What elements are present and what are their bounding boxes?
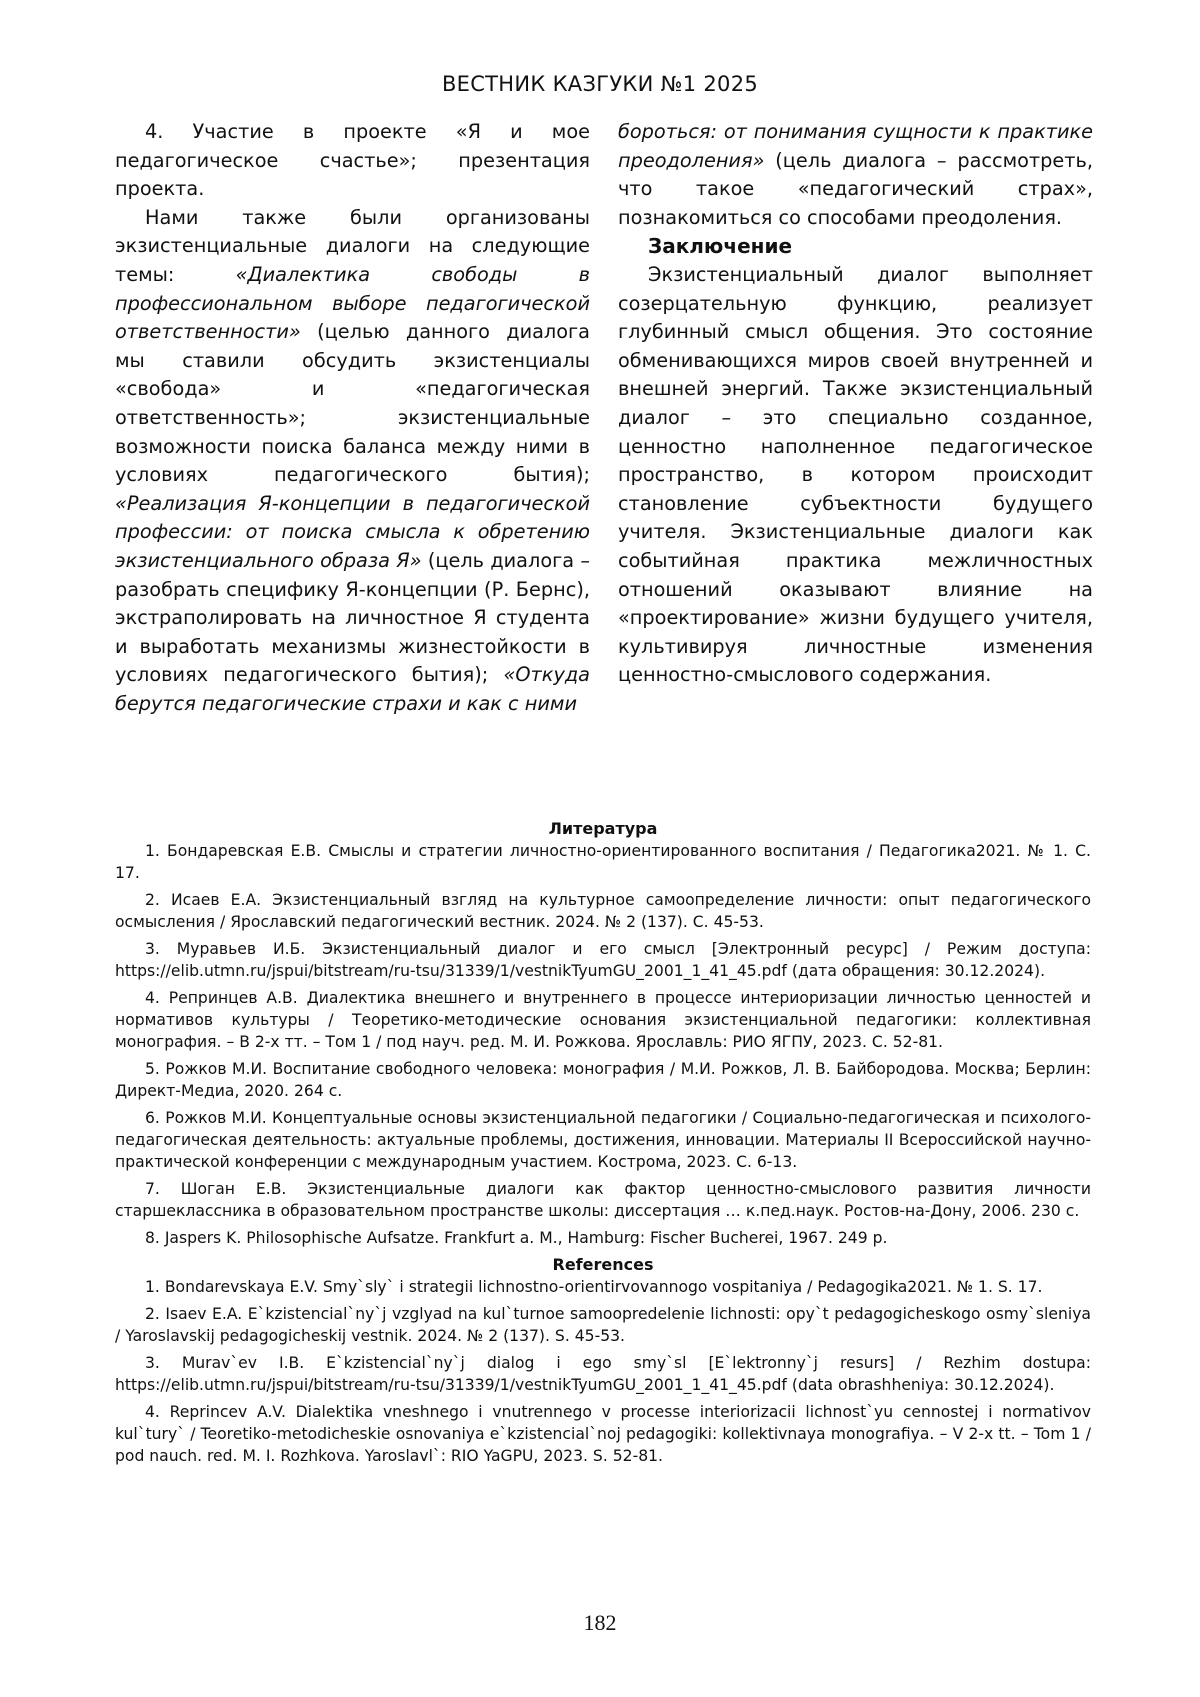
dialogue-desc-1: (целью данного диалога мы ставили обсудить экзистенциалы «свобода» и «педагогическая ответственность»; экзистенциальные возможности поиска баланса между ними в условиях педагогического бытия); [115, 320, 590, 487]
dialogues-intro: Нами также были организованы экзистенциальные диалоги на следующие темы: [115, 205, 590, 286]
paragraph-participation: 4. Участие в проекте «Я и мое педагогическое счастье»; презентация проекта. [115, 120, 590, 201]
right-column [618, 118, 1093, 690]
paragraph-conclusion: Экзистенциальный диалог выполняет созерцательную функцию, реализует глубинный смысл общения. Это состояние обменивающихся миров своей внутренней и внешней энергий. Также экзистенциальный диалог – это специально созданное, ценностно наполненное педагогическое пространство, в котором происходит становление субъектности будущего учителя. Экзистенциальные диалоги как событийная практика межличностных отношений оказывают влияние на «проектирование» жизни будущего учителя, культивируя личностные изменения ценностно-смыслового содержания. [618, 262, 1093, 687]
running-header: ВЕСТНИК КАЗГУКИ №1 2025 [441, 72, 759, 96]
dialogue-title-3-end: бороться: от понимания сущности к практике преодоления» [618, 120, 1093, 172]
page-number: 182 [583, 1610, 617, 1635]
dialogue-title-1: «Диалектика свободы в профессиональном выборе педагогической ответственности» [115, 262, 590, 344]
reference-item: 4. Reprincev A.V. Dialektika vneshnego i vnutrennego v processe interiorizacii lichnost`yu cennostej i normativov kul`tury` / Teoretiko-metodicheskie osnovaniya e`kzistencial`noj pedagogiki: kollektivnaya monografiya. – V 2-x tt. – Tom 1 / pod nauch. red. M. I. Rozhkova. Yaroslavl`: RIO YaGPU, 2023. S. 52-81. [115, 1403, 1091, 1465]
paragraph-dialogues [115, 204, 590, 719]
literature-item: 2. Исаев Е.А. Экзистенциальный взгляд на культурное самоопределение личности: опыт педагогического осмысления / Ярославский педагогический вестник. 2024. № 2 (137). С. 45-53. [115, 891, 1091, 931]
conclusion-heading: Заключение [648, 234, 793, 259]
literature-item: 8. Jaspers K. Philosophische Aufsatze. Frankfurt a. M., Hamburg: Fischer Bucherei, 1967. 249 p. [145, 1229, 888, 1247]
reference-item: 1. Bondarevskaya E.V. Smy`sly` i strategii lichnostno-orientirvovannogo vospitaniya / Pedagogika2021. № 1. S. 17. [145, 1278, 1043, 1296]
dialogue-title-2: «Реализация Я-концепции в педагогической профессии: от поиска смысла к обретению экзистенциального образа Я» [115, 491, 590, 572]
literature-heading: Литература [548, 819, 658, 838]
left-column [115, 118, 590, 718]
bibliography [115, 818, 1091, 1472]
literature-item: 1. Бондаревская Е.В. Смыслы и стратегии личностно-ориентированного воспитания / Педагогика2021. № 1. С. 17. [115, 842, 1091, 882]
literature-item: 3. Муравьев И.Б. Экзистенциальный диалог и его смысл [Электронный ресурс] / Режим доступа: https://elib.utmn.ru/jspui/bitstream/ru-tsu/31339/1/vestnikTyumGU_2001_1_41_45.pdf (дата обращения: 30.12.2024). [115, 940, 1091, 980]
reference-item: 2. Isaev E.A. E`kzistencial`ny`j vzglyad na kul`turnoe samoopredelenie lichnosti: opy`t pedagogicheskogo osmy`sleniya / Yaroslavskij pedagogicheskij vestnik. 2024. № 2 (137). S. 45-53. [115, 1305, 1091, 1345]
dialogue-title-3-start: «Откуда берутся педагогические страхи и как с ними [115, 663, 590, 715]
literature-item: 6. Рожков М.И. Концептуальные основы экзистенциальной педагогики / Социально-педагогическая и психолого-педагогическая деятельность: актуальные проблемы, достижения, инновации. Материалы II Всероссийской научно-практической конференции с международным участием. Кострома, 2023. С. 6-13. [115, 1109, 1091, 1171]
dialogue-desc-2: (цель диалога – разобрать специфику Я-концепции (Р. Бернс), экстраполировать на личностное Я студента и выработать механизмы жизнестойкости в условиях педагогического бытия); [115, 548, 590, 687]
reference-item: 3. Murav`ev I.B. E`kzistencial`ny`j dialog i ego smy`sl [E`lektronny`j resurs] / Rezhim dostupa: https://elib.utmn.ru/jspui/bitstream/ru-tsu/31339/1/vestnikTyumGU_2001_1_41_45.pdf (data obrashheniya: 30.12.2024). [115, 1354, 1091, 1394]
dialogue-desc-3: (цель диалога – рассмотреть, что такое «педагогический страх», познакомиться со способами преодоления. [618, 148, 1093, 229]
paragraph-continuation [618, 118, 1093, 232]
literature-item: 7. Шоган Е.В. Экзистенциальные диалоги как фактор ценностно-смыслового развития личности старшеклассника в образовательном пространстве школы: диссертация … к.пед.наук. Ростов-на-Дону, 2006. 230 с. [115, 1180, 1091, 1220]
references-heading: References [552, 1255, 654, 1274]
literature-item: 5. Рожков М.И. Воспитание свободного человека: монография / М.И. Рожков, Л. В. Байбородова. Москва; Берлин: Директ-Медиа, 2020. 264 с. [115, 1060, 1091, 1100]
literature-item: 4. Репринцев А.В. Диалектика внешнего и внутреннего в процессе интериоризации личностью ценностей и нормативов культуры / Теоретико-методические основания экзистенциальной педагогики: коллективная монография. – В 2-х тт. – Том 1 / под науч. ред. М. И. Рожкова. Ярославль: РИО ЯГПУ, 2023. С. 52-81. [115, 989, 1091, 1051]
